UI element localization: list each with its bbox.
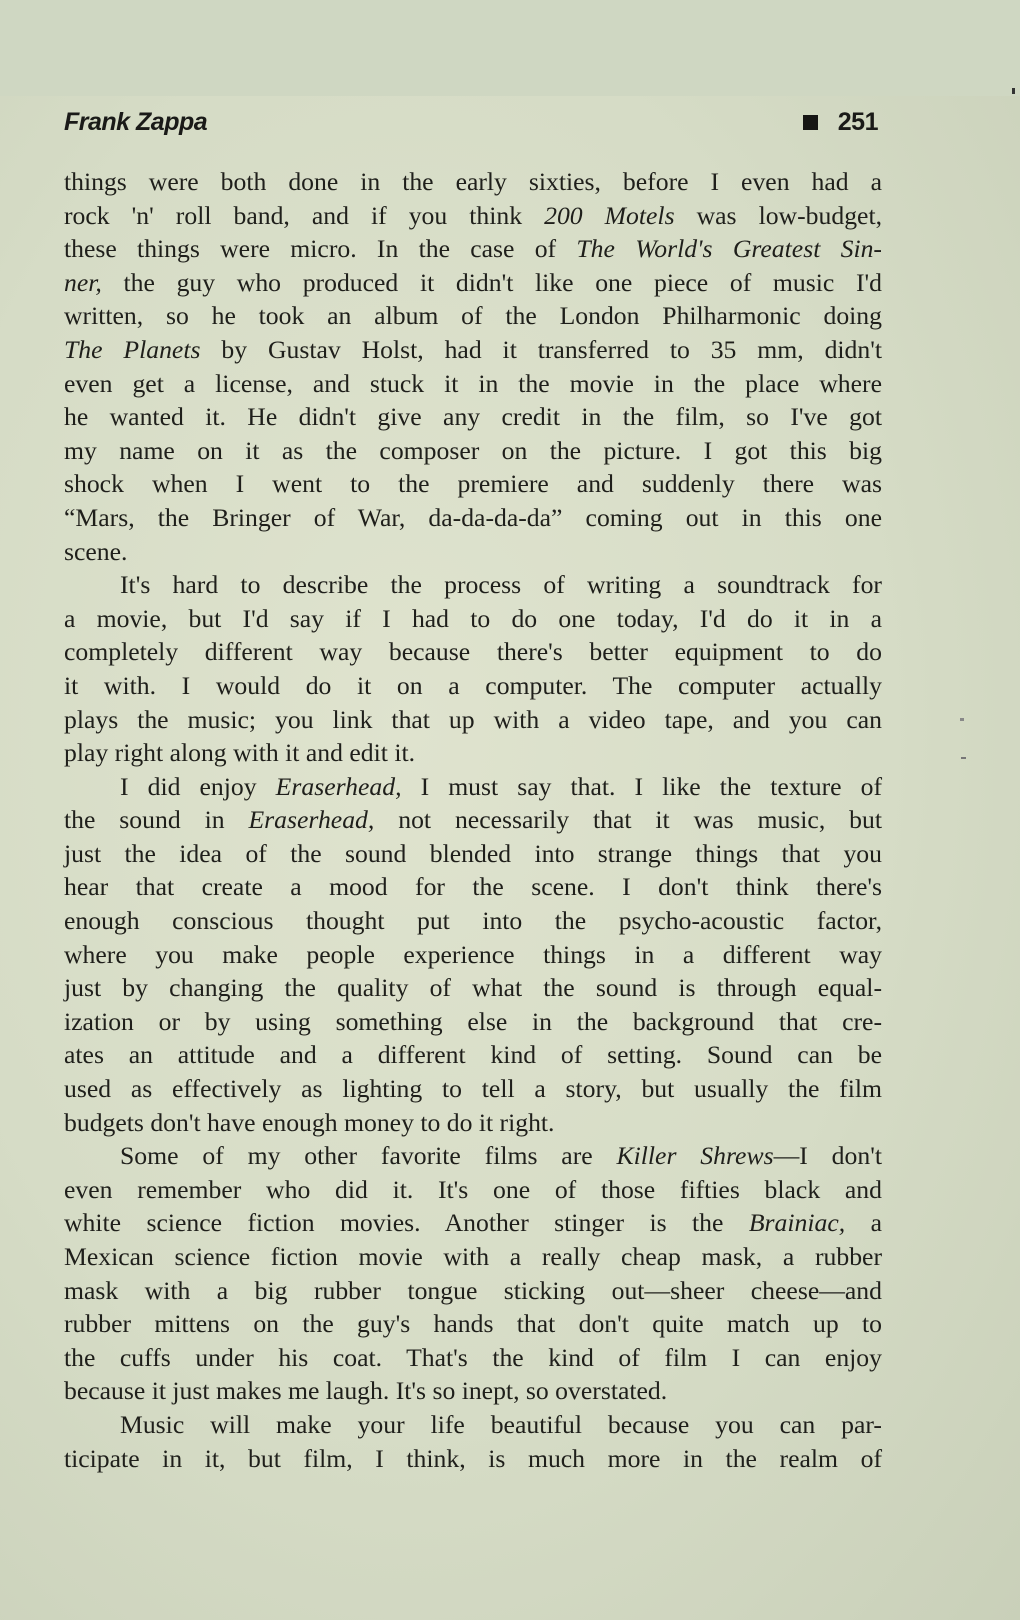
- text-line: [64, 333, 882, 367]
- text-span: “Mars, the Bringer of War, da-da-da-da” coming out in this one: [64, 502, 882, 532]
- text-line: [64, 1341, 882, 1375]
- text-line: [64, 803, 882, 837]
- text-span: white science fiction movies. Another stinger is the: [64, 1208, 749, 1238]
- text-line: [64, 299, 882, 333]
- text-span: budgets don't have enough money to do it right.: [64, 1107, 555, 1137]
- text-line: [64, 971, 882, 1005]
- text-span: the guy who produced it didn't like one piece of music I'd: [101, 267, 882, 297]
- text-span: he wanted it. He didn't give any credit in the film, so I've got: [64, 402, 882, 432]
- text-span: written, so he took an album of the London Philharmonic doing: [64, 301, 882, 331]
- text-span: I must say that. I like the texture of: [401, 771, 882, 801]
- text-line: [64, 199, 882, 233]
- text-line: [64, 703, 882, 737]
- text-line: [64, 938, 882, 972]
- text-span: It's hard to describe the process of writing a soundtrack for: [120, 570, 882, 600]
- text-line: [64, 770, 882, 804]
- text-span: —I don't: [773, 1141, 882, 1171]
- text-span: just by changing the quality of what the sound is through equal-: [64, 973, 882, 1003]
- text-span: just the idea of the sound blended into strange things that you: [64, 838, 882, 868]
- text-span: the sound in: [64, 805, 249, 835]
- text-span: where you make people experience things in a different way: [64, 939, 882, 969]
- text-span: a: [845, 1208, 883, 1238]
- text-line: [64, 736, 882, 770]
- text-line: [64, 501, 882, 535]
- text-span: completely different way because there's better equipment to do: [64, 637, 882, 667]
- text-line: [64, 1240, 882, 1274]
- text-line: [64, 400, 882, 434]
- text-span: was low-budget,: [674, 200, 882, 230]
- text-line: [64, 1374, 882, 1408]
- text-line: [64, 1139, 882, 1173]
- page-number: 251: [837, 108, 878, 136]
- text-line: [64, 1442, 882, 1476]
- text-line: [64, 1274, 882, 1308]
- text-line: [64, 165, 882, 199]
- text-line: [64, 535, 882, 569]
- italic-title: Brainiac,: [748, 1208, 846, 1238]
- edge-mark: [1012, 88, 1015, 94]
- square-bullet-icon: [803, 115, 818, 130]
- text-span: because it just makes me laugh. It's so inept, so overstated.: [64, 1376, 668, 1406]
- text-line: [64, 669, 882, 703]
- text-span: scene.: [64, 536, 128, 566]
- text-line: [64, 602, 882, 636]
- text-span: these things were micro. In the case of: [64, 234, 577, 264]
- text-span: I did enjoy: [120, 771, 276, 801]
- margin-scratch: [961, 757, 966, 759]
- italic-title: 200 Motels: [544, 200, 675, 230]
- text-line: [64, 1307, 882, 1341]
- text-span: my name on it as the composer on the picture. I got this big: [64, 435, 882, 465]
- italic-title: Eraserhead,: [248, 805, 375, 835]
- body-text: [64, 165, 882, 1475]
- running-head-author: Frank Zappa: [64, 108, 208, 136]
- text-span: enough conscious thought put into the psycho-acoustic factor,: [64, 906, 882, 936]
- text-span: it with. I would do it on a computer. The computer actually: [64, 670, 882, 700]
- text-span: Music will make your life beautiful because you can par-: [120, 1409, 882, 1439]
- text-line: [64, 266, 882, 300]
- text-span: Mexican science fiction movie with a really cheap mask, a rubber: [64, 1242, 882, 1271]
- text-line: [64, 1408, 882, 1442]
- text-line: [64, 1038, 882, 1072]
- text-line: [64, 635, 882, 669]
- text-span: ization or by using something else in the background that cre-: [64, 1006, 882, 1036]
- text-span: even get a license, and stuck it in the movie in the place where: [64, 368, 882, 398]
- text-span: rock 'n' roll band, and if you think: [64, 200, 545, 230]
- page-top-margin: [0, 0, 1020, 96]
- italic-title: Eraserhead,: [275, 771, 402, 801]
- text-line: [64, 904, 882, 938]
- text-span: mask with a big rubber tongue sticking out—sheer cheese—and: [64, 1275, 882, 1305]
- text-span: play right along with it and edit it.: [64, 738, 416, 768]
- text-span: rubber mittens on the guy's hands that don't quite match up to: [64, 1309, 882, 1339]
- text-span: Some of my other favorite films are: [120, 1141, 617, 1171]
- text-span: even remember who did it. It's one of those fifties black and: [64, 1174, 882, 1204]
- text-span: by Gustav Holst, had it transferred to 35 mm, didn't: [200, 334, 882, 364]
- text-line: [64, 837, 882, 871]
- text-span: ticipate in it, but film, I think, is much more in the realm of: [64, 1443, 882, 1473]
- text-line: [64, 1106, 882, 1140]
- text-line: [64, 1206, 882, 1240]
- text-span: hear that create a mood for the scene. I don't think there's: [64, 872, 882, 902]
- text-span: plays the music; you link that up with a video tape, and you can: [64, 704, 882, 734]
- running-head: [64, 108, 878, 148]
- text-line: [64, 1173, 882, 1207]
- italic-title: Killer Shrews: [616, 1141, 774, 1171]
- text-span: used as effectively as lighting to tell a story, but usually the film: [64, 1074, 882, 1104]
- text-span: the cuffs under his coat. That's the kind of film I can enjoy: [64, 1342, 882, 1372]
- text-line: [64, 467, 882, 501]
- text-span: things were both done in the early sixties, before I even had a: [64, 167, 882, 196]
- text-line: [64, 367, 882, 401]
- text-span: ates an attitude and a different kind of setting. Sound can be: [64, 1040, 882, 1070]
- text-span: not necessarily that it was music, but: [374, 805, 882, 835]
- text-line: [64, 568, 882, 602]
- text-line: [64, 232, 882, 266]
- text-span: a movie, but I'd say if I had to do one today, I'd do it in a: [64, 603, 882, 633]
- margin-speck: [960, 718, 964, 721]
- text-line: [64, 1005, 882, 1039]
- italic-title: The Planets: [64, 334, 201, 364]
- italic-title: ner,: [64, 267, 102, 297]
- text-span: shock when I went to the premiere and suddenly there was: [64, 469, 882, 499]
- text-line: [64, 434, 882, 468]
- text-line: [64, 870, 882, 904]
- running-head-right: [803, 108, 878, 137]
- italic-title: The World's Greatest Sin-: [576, 234, 882, 264]
- text-line: [64, 1072, 882, 1106]
